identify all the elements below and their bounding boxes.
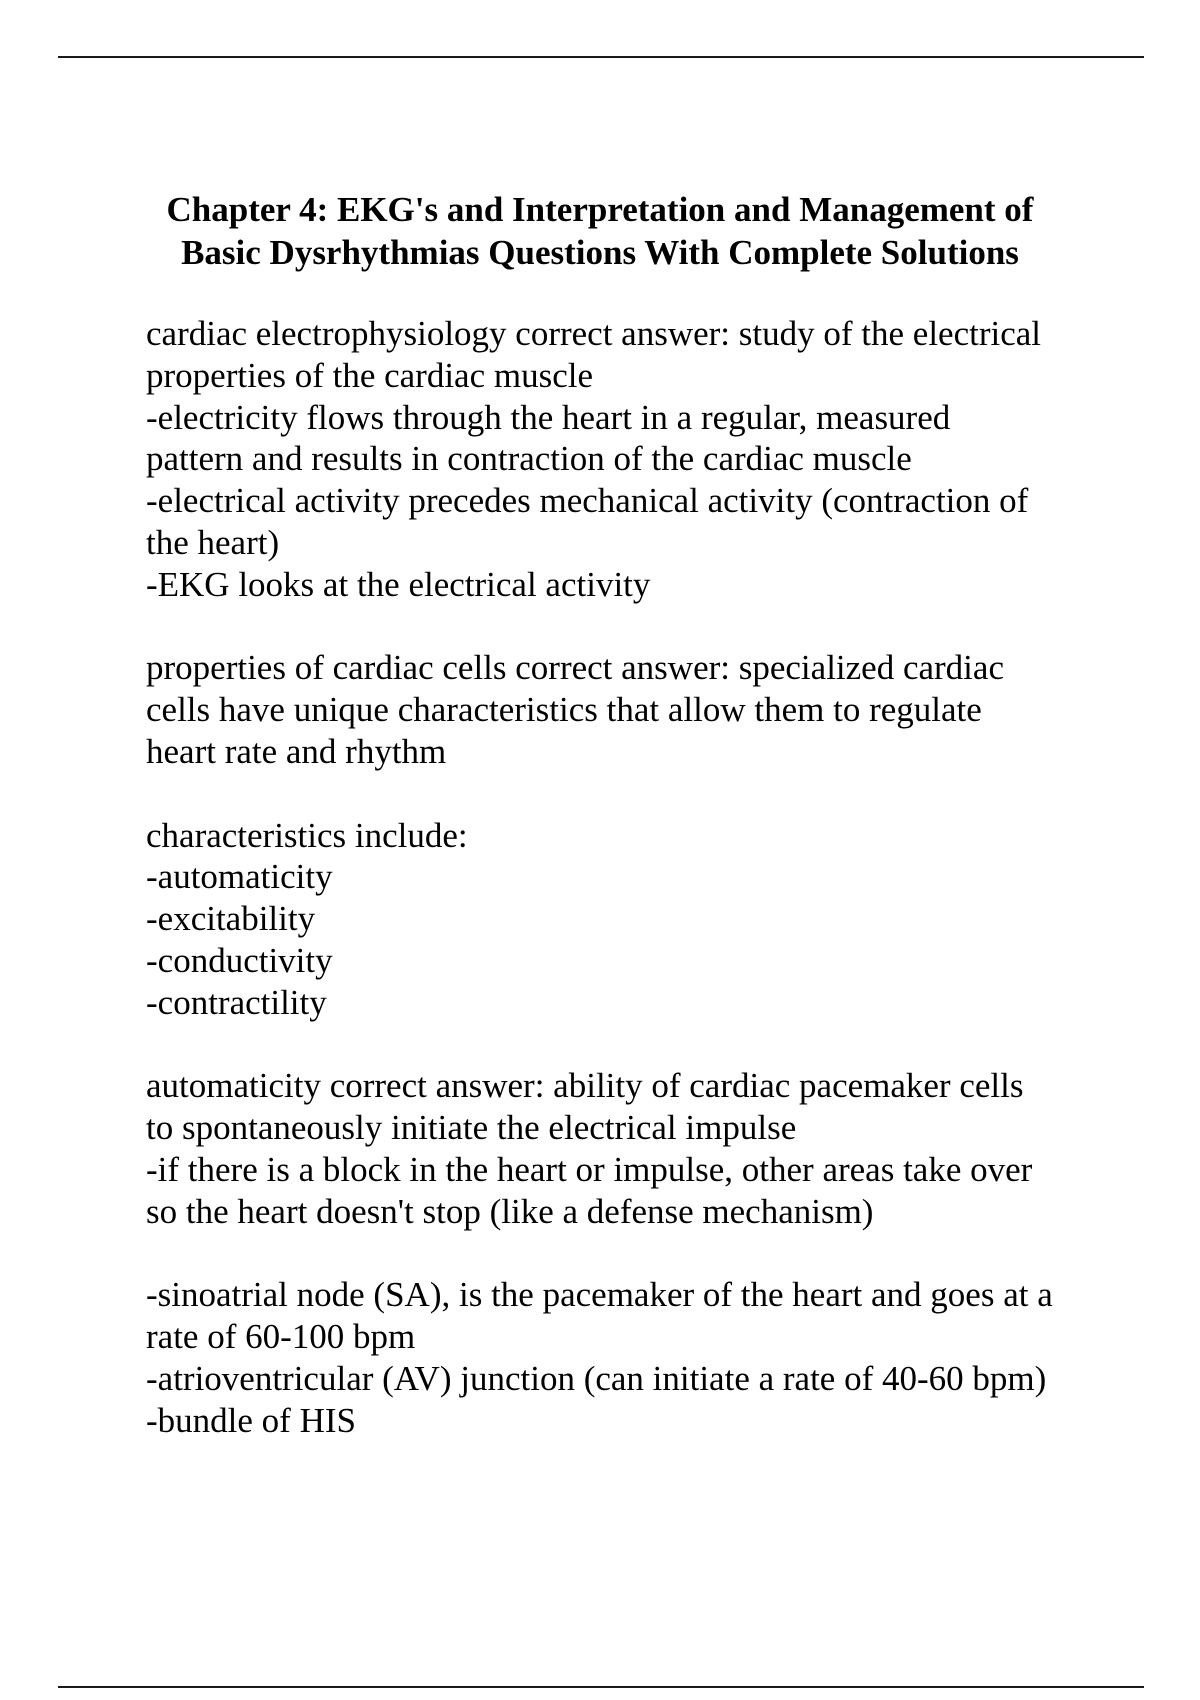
text-line: -EKG looks at the electrical activity (146, 564, 651, 604)
text-line: pattern and results in contraction of the cardiac muscle (146, 439, 912, 479)
list-item: -contractility (146, 982, 327, 1022)
text-line: -electricity flows through the heart in a regular, measured (146, 397, 951, 437)
document-body (146, 313, 1146, 1442)
text-line: -if there is a block in the heart or impulse, other areas take over (146, 1149, 1033, 1189)
title-line: Chapter 4: EKG's and Interpretation and Management of (166, 190, 1034, 229)
pacemaker-sites-block (146, 1274, 1146, 1441)
list-heading: characteristics include: (146, 815, 468, 855)
list-item: -automaticity (146, 857, 333, 897)
qa-block-properties-of-cardiac-cells (146, 647, 1146, 772)
text-line: heart rate and rhythm (146, 731, 447, 771)
qa-block-cardiac-electrophysiology (146, 313, 1146, 606)
text-line: so the heart doesn't stop (like a defense mechanism) (146, 1191, 874, 1231)
text-line: -electrical activity precedes mechanical activity (contraction of (146, 481, 1029, 521)
text-line: cardiac electrophysiology correct answer: study of the electrical (146, 314, 1042, 353)
text-line: properties of the cardiac muscle (146, 355, 594, 395)
text-line: cells have unique characteristics that allow them to regulate (146, 690, 982, 730)
text-line: -atrioventricular (AV) junction (can initiate a rate of 40-60 bpm) (146, 1358, 1047, 1398)
text-line: automaticity correct answer: ability of cardiac pacemaker cells (146, 1066, 1024, 1106)
list-item: -conductivity (146, 940, 333, 980)
header-rule (58, 56, 1144, 58)
text-line: rate of 60-100 bpm (146, 1317, 416, 1357)
characteristics-list (146, 815, 1146, 1024)
text-line: the heart) (146, 522, 280, 562)
footer-rule (58, 1686, 1144, 1688)
text-line: to spontaneously initiate the electrical impulse (146, 1108, 797, 1148)
paragraph-spacer (146, 1024, 1146, 1066)
paragraph-spacer (146, 1233, 1146, 1275)
text-line: -sinoatrial node (SA), is the pacemaker of the heart and goes at a (146, 1275, 1053, 1315)
paragraph-spacer (146, 773, 1146, 815)
title-line: Basic Dysrhythmias Questions With Complete Solutions (181, 233, 1019, 272)
paragraph-spacer (146, 606, 1146, 648)
text-line: -bundle of HIS (146, 1400, 356, 1440)
document-title (100, 188, 1100, 274)
list-item: -excitability (146, 899, 316, 939)
qa-block-automaticity (146, 1065, 1146, 1232)
text-line: properties of cardiac cells correct answer: specialized cardiac (146, 648, 1004, 688)
